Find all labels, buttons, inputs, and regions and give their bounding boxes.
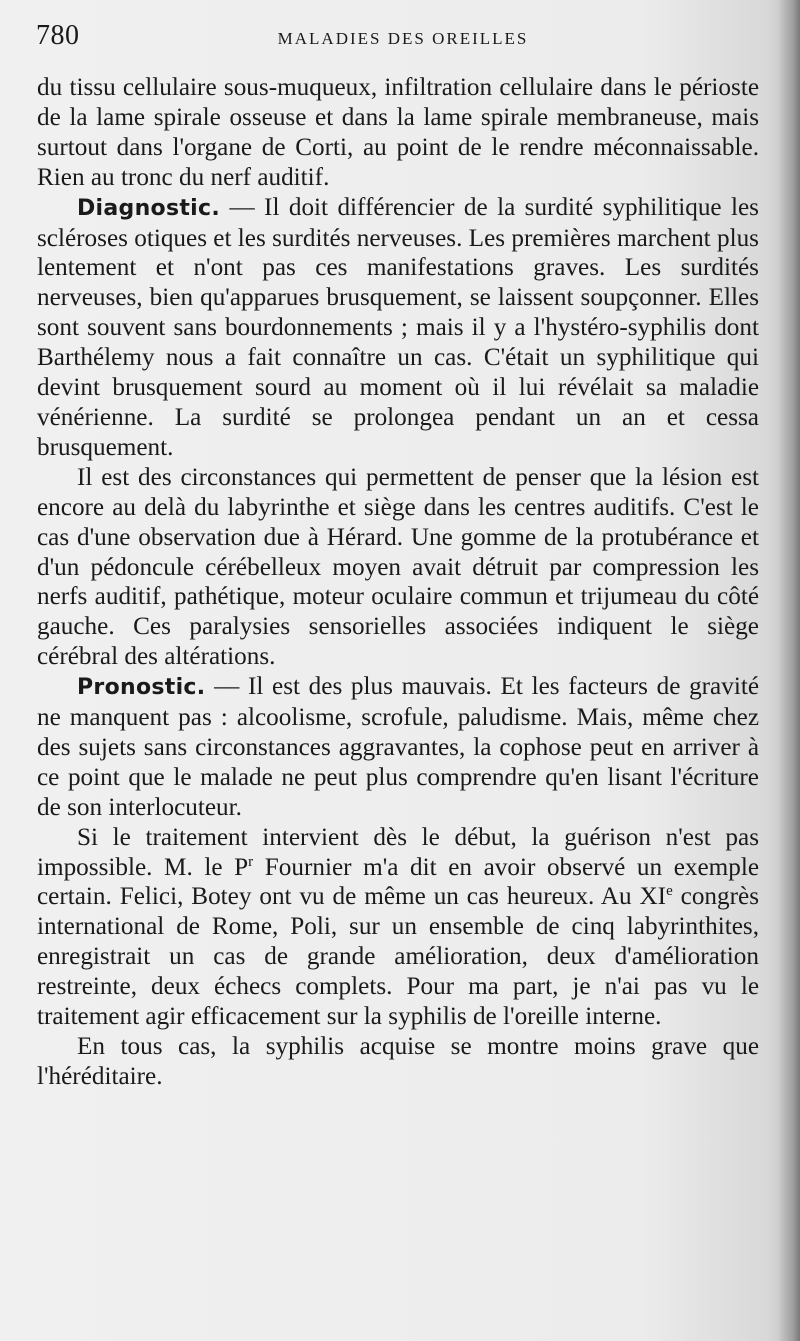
paragraph-text: — Il est des plus mauvais. Et les facteurs de gravité ne manquent pas : alcoolisme, scrofule, paludisme. Mais, même chez des sujets sans circonstances aggravantes, la cophose peut en arriver à ce point que le malade ne peut plus comprendre qu'en lisant l'écriture de son interlocuteur. <box>37 673 759 821</box>
paragraph-text: — Il doit différencier de la surdité syphilitique les scléroses otiques et les surdités nerveuses. Les premières marchent plus lentement et n'ont pas ces manifestations graves. Les surdités nerveuses, bien qu'apparues brusquement, se laissent soupçonner. Elles sont souvent sans bourdonnements ; mais il y a l'hystéro-syphilis dont Barthélemy nous a fait connaître un cas. C'était un syphilitique qui devint brusquement sourd au moment où il lui révélait sa maladie vénérienne. La surdité se prolongea pendant un an et cessa brusquement. <box>37 193 759 461</box>
paragraph-pronostic <box>37 672 759 823</box>
page-number: 780 <box>36 20 80 51</box>
page-binding-shadow <box>778 0 800 1341</box>
paragraph-text: Fournier m'a dit en avoir observé un exemple certain. Felici, Botey ont vu de même un cas heureux. Au XI <box>37 853 760 911</box>
paragraph-text: Il est des circonstances qui permettent de penser que la lésion est encore au delà du labyrinthe et siège dans les centres auditifs. C'est le cas d'une observation due à Hérard. Une gomme de la protubérance et d'un pédoncule cérébelleux moyen avait détruit par compression les nerfs auditif, pathétique, moteur oculaire commun et trijumeau du côté gauche. Ces paralysies sensorielles associées indiquent le siège cérébral des altérations. <box>37 463 759 671</box>
paragraph-central-lesion <box>37 463 759 672</box>
paragraph-text: congrès international de Rome, Poli, sur un ensemble de cinq labyrinthites, enregistrait un cas de grande amélioration, deux d'amélioration restreinte, deux échecs complets. Pour ma part, je n'ai pas vu le traitement agir efficacement sur la syphilis de l'oreille interne. <box>37 883 759 1031</box>
section-heading-pronostic: Pronostic. <box>77 675 206 701</box>
paragraph-diagnostic <box>37 193 759 463</box>
superscript-r: r <box>248 853 254 870</box>
paragraph-text: Si le traitement intervient dès le début, la guérison n'est pas impossible. M. le P <box>37 823 759 881</box>
running-title: MALADIES DES OREILLES <box>277 29 529 48</box>
superscript-e: e <box>666 883 673 900</box>
page-header <box>36 20 770 60</box>
paragraph-text: du tissu cellulaire sous-muqueux, infiltration cellulaire dans le périoste de la lame spirale osseuse et dans la lame spirale membraneuse, mais surtout dans l'organe de Corti, au point de le rendre méconnaissable. Rien au tronc du nerf auditif. <box>37 74 759 191</box>
paragraph-conclusion <box>37 1032 759 1092</box>
body-text <box>37 73 759 1092</box>
paragraph-text: En tous cas, la syphilis acquise se montre moins grave que l'héréditaire. <box>37 1033 759 1090</box>
section-heading-diagnostic: Diagnostic. <box>77 195 221 221</box>
paragraph-anatomy-continuation <box>37 73 759 193</box>
paragraph-treatment <box>37 823 759 1032</box>
